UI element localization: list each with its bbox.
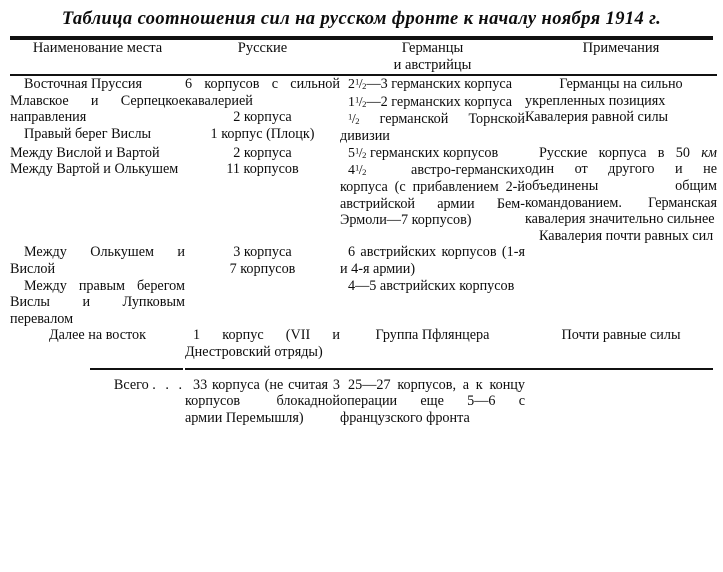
germans-value: 6 австрийских корпусов (1-я и 4-я армии)	[340, 244, 525, 277]
russians-value: 11 корпусов	[226, 161, 299, 178]
table-row	[10, 145, 717, 245]
totals-germans-value: 25—27 корпусов, а к концу операции еще 5—6 с французского фронта	[340, 376, 525, 426]
germans-value: $^1/_2$ германской Торнской дивизии	[340, 110, 525, 145]
note-text-part2: один от другого и не объединены общим командованием. Германская кавалерия значительно сильнее	[525, 161, 717, 228]
table-row	[10, 327, 717, 360]
totals-dots: . . .	[152, 376, 185, 393]
cell-place-group-b	[10, 145, 185, 245]
germans-value: $2^1/_2—3$ германских корпуса	[348, 76, 513, 93]
totals-row	[10, 377, 717, 427]
place-value: Между правым берегом Вислы и Лупковым перевалом	[10, 277, 185, 327]
cell-russians-group-a	[185, 75, 340, 144]
column-header-notes: Примечания	[525, 40, 717, 75]
russians-value: 2 корпуса	[233, 109, 292, 126]
russians-value: 1 корпус (Плоцк)	[210, 126, 315, 143]
germans-value: Группа Пфлянцера	[375, 327, 490, 344]
totals-separator-cell-1	[10, 361, 185, 377]
cell-russians-group-b	[185, 145, 340, 245]
place-value: Далее на восток	[48, 327, 147, 344]
germans-value: $1^1/_2—2$ германских корпуса	[348, 93, 513, 110]
cell-germans-row-7	[340, 327, 525, 360]
cell-notes-group-b	[525, 145, 717, 245]
russians-value: 6 корпусов с сильной кавалерией	[185, 76, 340, 109]
totals-germans-cell	[340, 377, 525, 427]
note-value: Кавалерия равной силы	[525, 109, 669, 126]
totals-label: Всего	[113, 376, 149, 393]
cell-germans-group-b	[340, 145, 525, 245]
cell-notes-group-a	[525, 75, 717, 144]
column-header-germans-line2: и австрийцы	[393, 57, 472, 74]
note-value: Почти равные силы	[561, 327, 681, 344]
cell-notes-group-c	[525, 244, 717, 327]
cell-notes-row-7	[525, 327, 717, 360]
place-value: Восточная Пруссия	[24, 76, 143, 93]
column-header-russians: Русские	[185, 40, 340, 75]
column-header-germans-line1: Германцы	[401, 40, 464, 56]
totals-separator-row	[10, 361, 717, 377]
note-value	[525, 145, 717, 228]
note-value: Кавалерия почти равных сил	[539, 227, 714, 244]
place-value: Млавское и Серпецкое направления	[10, 92, 185, 126]
totals-rule-right	[525, 361, 717, 377]
page-title: Таблица соотношения сил на русском фронте к началу ноября 1914 г.	[61, 9, 662, 29]
table-row	[10, 75, 717, 144]
russians-value: 1 корпус (VII и Днестровский отряды)	[185, 327, 340, 360]
place-value: Между Вислой и Вартой	[10, 144, 160, 161]
cell-place-row-7	[10, 327, 185, 360]
totals-rule-mid-a	[185, 361, 340, 377]
table-totals	[10, 377, 717, 427]
fraction: $4^1/_2$	[348, 162, 367, 178]
germans-value: 4—5 австрийских корпусов	[348, 277, 515, 294]
russians-value: 7 корпусов	[229, 260, 296, 277]
note-text-part1: Русские корпуса в 50	[539, 144, 702, 161]
place-value: Между Олькушем и Вислой	[10, 244, 185, 277]
cell-germans-group-a	[340, 75, 525, 144]
totals-separator-cell-2	[185, 361, 340, 377]
totals-label-cell	[10, 377, 185, 427]
cell-germans-group-c	[340, 244, 525, 327]
cell-place-group-a	[10, 75, 185, 144]
fraction: $1^1/_2$	[348, 93, 367, 110]
fraction: $5^1/_2$	[348, 145, 367, 161]
fraction: $2^1/_2$	[348, 76, 367, 93]
russians-value: 3 корпуса	[233, 244, 292, 261]
note-value: Германцы на сильно укрепленных позициях	[525, 76, 683, 109]
place-value: Правый берег Вислы	[24, 126, 152, 143]
note-italic-unit: км	[701, 144, 717, 161]
totals-rule-mid-b	[340, 361, 525, 377]
totals-separator-cell-4	[525, 361, 717, 377]
force-comparison-table	[10, 40, 717, 426]
totals-russians-value: 33 корпуса (не считая 3 корпусов блокадной армии Перемышля)	[185, 376, 340, 426]
russians-value: 2 корпуса	[233, 144, 292, 161]
totals-notes-cell	[525, 377, 717, 427]
germans-value: $4^1/_2$ австро-германских корпуса (с прибавлением 2-й австрийской армии Бем-Эрмоли—7 корпусов)	[340, 161, 525, 229]
germans-value: $5^1/_2$ германских корпусов	[348, 144, 499, 161]
fraction: $^1/_2$	[348, 111, 360, 127]
column-header-place: Наименование места	[10, 40, 185, 75]
cell-russians-group-c	[185, 244, 340, 327]
column-header-germans	[340, 40, 525, 75]
table-row	[10, 244, 717, 327]
totals-russians-cell	[185, 377, 340, 427]
totals-separator-cell-3	[340, 361, 525, 377]
cell-russians-row-7	[185, 327, 340, 360]
place-value: Между Вартой и Олькушем	[10, 161, 179, 178]
table-header	[10, 40, 717, 75]
cell-place-group-c	[10, 244, 185, 327]
totals-rule-left	[10, 361, 185, 377]
table-body	[10, 75, 717, 376]
